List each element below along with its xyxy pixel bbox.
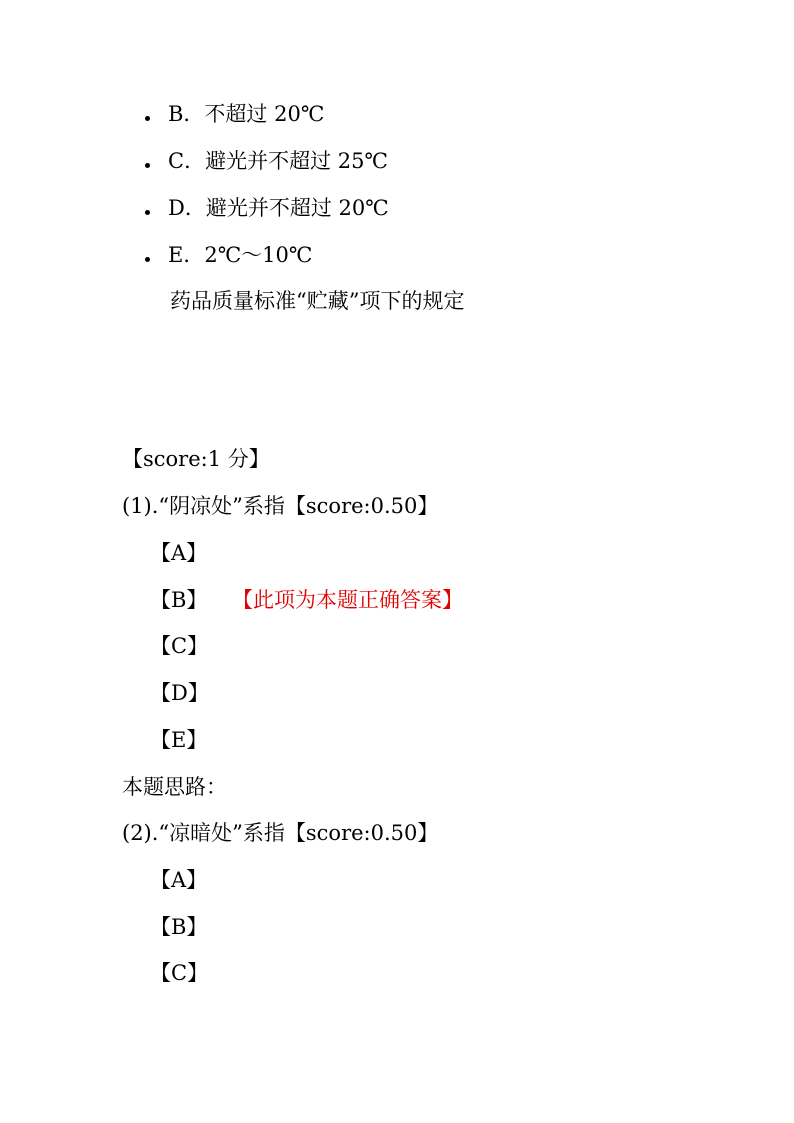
subquestion-1-choice-e: 【E】 xyxy=(150,728,208,752)
list-bullet xyxy=(145,116,150,121)
subquestion-1-choice-d: 【D】 xyxy=(150,681,209,705)
option-c: C．避光并不超过 25℃ xyxy=(168,149,388,173)
subquestion-2-choice-b: 【B】 xyxy=(150,915,208,939)
subquestion-1-choice-a: 【A】 xyxy=(150,541,208,565)
subquestion-1-choice-b: 【B】 xyxy=(150,588,208,612)
subquestion-1-choice-c: 【C】 xyxy=(150,634,209,658)
option-b: B．不超过 20℃ xyxy=(168,102,325,126)
subquestion-2-choice-c: 【C】 xyxy=(150,961,209,985)
analysis-label: 本题思路： xyxy=(122,775,227,799)
subquestion-2-title: (2).“凉暗处”系指【score:0.50】 xyxy=(122,821,439,845)
list-bullet xyxy=(145,210,150,215)
subquestion-1-title: (1).“阴凉处”系指【score:0.50】 xyxy=(122,494,439,518)
correct-answer-note: 【此项为本题正确答案】 xyxy=(232,588,463,612)
list-bullet xyxy=(145,257,150,262)
list-bullet xyxy=(145,163,150,168)
option-e: E．2℃～10℃ xyxy=(168,243,313,267)
score-header: 【score:1 分】 xyxy=(122,447,270,471)
question-stem: 药品质量标准“贮藏”项下的规定 xyxy=(170,289,465,313)
option-d: D．避光并不超过 20℃ xyxy=(168,196,389,220)
subquestion-2-choice-a: 【A】 xyxy=(150,868,208,892)
